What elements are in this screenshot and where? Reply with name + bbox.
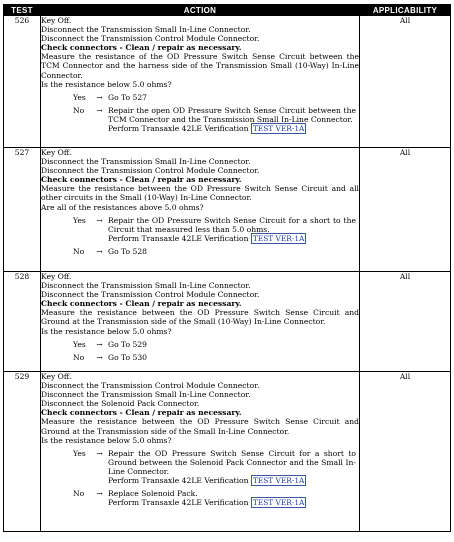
step-text: Key Off. [41, 272, 72, 281]
step-text: Key Off. [41, 148, 72, 157]
no-branch [41, 489, 359, 507]
perform-text: Perform Transaxle 42LE Verification [108, 233, 251, 243]
arrow-icon: → [96, 448, 103, 458]
action-cell [41, 16, 360, 148]
no-branch [41, 106, 359, 133]
test-number: 529 [4, 372, 41, 532]
yes-action-text: Repair the OD Pressure Switch Sense Circuit for a short to Ground between the Solenoid Pack Connector and the Small In-Line Connector. [108, 448, 356, 476]
question-text: Is the resistance below 5.0 ohms? [41, 326, 172, 336]
no-action: Go To 530 [108, 352, 148, 362]
question-text: Is the resistance below 5.0 ohms? [41, 79, 172, 89]
table-row [4, 148, 451, 272]
measure-text: Measure the resistance of the OD Pressure Switch Sense Circuit between the TCM Connector and the harness side of the Transmission Small (10-Way) In-Line Connector. [41, 52, 359, 80]
measure-text: Measure the resistance between the OD Pressure Switch Sense Circuit and Ground at the Transmission side of the Small (10-Way) In-Line Connector. [41, 308, 359, 327]
step-text: Disconnect the Transmission Control Module Connector. [41, 381, 260, 391]
perform-line [108, 476, 356, 485]
applicability-value: All [360, 148, 451, 272]
perform-text: Perform Transaxle 42LE Verification [108, 498, 251, 508]
arrow-icon: → [96, 489, 103, 499]
test-ver-link[interactable]: TEST VER-1A [252, 498, 305, 508]
diagnostic-table [3, 4, 451, 532]
test-ver-link[interactable]: TEST VER-1A [252, 124, 305, 134]
step-text: Disconnect the Transmission Small In-Line Connector. [41, 390, 251, 400]
test-number: 528 [4, 272, 41, 372]
applicability-value: All [360, 16, 451, 148]
table-row [4, 272, 451, 372]
perform-text: Perform Transaxle 42LE Verification [108, 124, 251, 134]
arrow-icon: → [96, 352, 103, 362]
check-connectors-text: Check connectors - Clean / repair as necessary. [41, 175, 242, 185]
action-cell [41, 148, 360, 272]
arrow-icon: → [96, 339, 103, 349]
no-action-text: Replace Solenoid Pack. [108, 489, 198, 499]
step-text: Key Off. [41, 16, 72, 25]
no-branch [41, 247, 359, 256]
step-text: Disconnect the Transmission Control Module Connector. [41, 290, 260, 300]
header-test: TEST [4, 5, 41, 16]
yes-branch [41, 216, 359, 243]
yes-action: Go To 529 [108, 339, 148, 349]
perform-line [108, 234, 356, 243]
check-connectors-text: Check connectors - Clean / repair as necessary. [41, 408, 242, 418]
yes-label: Yes [73, 339, 86, 349]
no-action [108, 489, 359, 507]
table-row [4, 16, 451, 148]
check-connectors-text: Check connectors - Clean / repair as necessary. [41, 299, 242, 309]
no-label: No [73, 352, 85, 362]
header-applicability: APPLICABILITY [360, 5, 451, 16]
step-text: Disconnect the Transmission Small In-Line Connector. [41, 281, 251, 291]
applicability-value: All [360, 272, 451, 372]
test-number: 527 [4, 148, 41, 272]
measure-text: Measure the resistance between the OD Pressure Switch Sense Circuit and Ground at the Transmission side of the Small In-Line Connector. [41, 417, 359, 436]
no-action [108, 106, 359, 133]
no-branch [41, 353, 359, 362]
measure-text: Measure the resistance between the OD Pressure Switch Sense Circuit and all other circuits in the Small (10-Way) In-Line Connector. [41, 184, 359, 203]
step-text: Disconnect the Transmission Small In-Line Connector. [41, 25, 251, 35]
perform-line [108, 124, 356, 133]
header-action: ACTION [41, 5, 360, 16]
test-ver-link[interactable]: TEST VER-1A [252, 233, 305, 243]
check-connectors-text: Check connectors - Clean / repair as necessary. [41, 43, 242, 53]
action-cell [41, 372, 360, 532]
yes-action-text: Repair the OD Pressure Switch Sense Circuit for a short to the Circuit that measured less than 5.0 ohms. [108, 215, 356, 234]
step-text: Disconnect the Transmission Control Module Connector. [41, 34, 260, 44]
table-header-row [4, 5, 451, 16]
no-action: Go To 528 [108, 246, 148, 256]
test-number: 526 [4, 16, 41, 148]
step-text: Disconnect the Transmission Control Module Connector. [41, 166, 260, 176]
no-label: No [73, 246, 85, 256]
yes-action [108, 449, 359, 485]
question-text: Are all of the resistances above 5.0 ohms? [41, 202, 204, 212]
no-action-text: Repair the open OD Pressure Switch Sense Circuit between the TCM Connector and the Transmission Small In-Line Connector. [108, 105, 356, 124]
yes-branch [41, 340, 359, 349]
arrow-icon: → [96, 246, 103, 256]
yes-label: Yes [73, 92, 86, 102]
test-ver-link[interactable]: TEST VER-1A [252, 476, 305, 486]
perform-line [108, 498, 356, 507]
table-row [4, 372, 451, 532]
yes-branch [41, 449, 359, 485]
perform-text: Perform Transaxle 42LE Verification [108, 476, 251, 486]
step-text: Disconnect the Solenoid Pack Connector. [41, 399, 200, 409]
step-text: Key Off. [41, 372, 72, 381]
arrow-icon: → [96, 215, 103, 225]
step-text: Disconnect the Transmission Small In-Line Connector. [41, 157, 251, 167]
arrow-icon: → [96, 92, 103, 102]
applicability-value: All [360, 372, 451, 532]
yes-action [108, 216, 359, 243]
yes-branch [41, 93, 359, 102]
yes-label: Yes [73, 215, 86, 225]
no-label: No [73, 105, 85, 115]
no-label: No [73, 489, 85, 499]
yes-label: Yes [73, 448, 86, 458]
question-text: Is the resistance below 5.0 ohms? [41, 435, 172, 445]
action-cell [41, 272, 360, 372]
arrow-icon: → [96, 105, 103, 115]
yes-action: Go To 527 [108, 92, 148, 102]
